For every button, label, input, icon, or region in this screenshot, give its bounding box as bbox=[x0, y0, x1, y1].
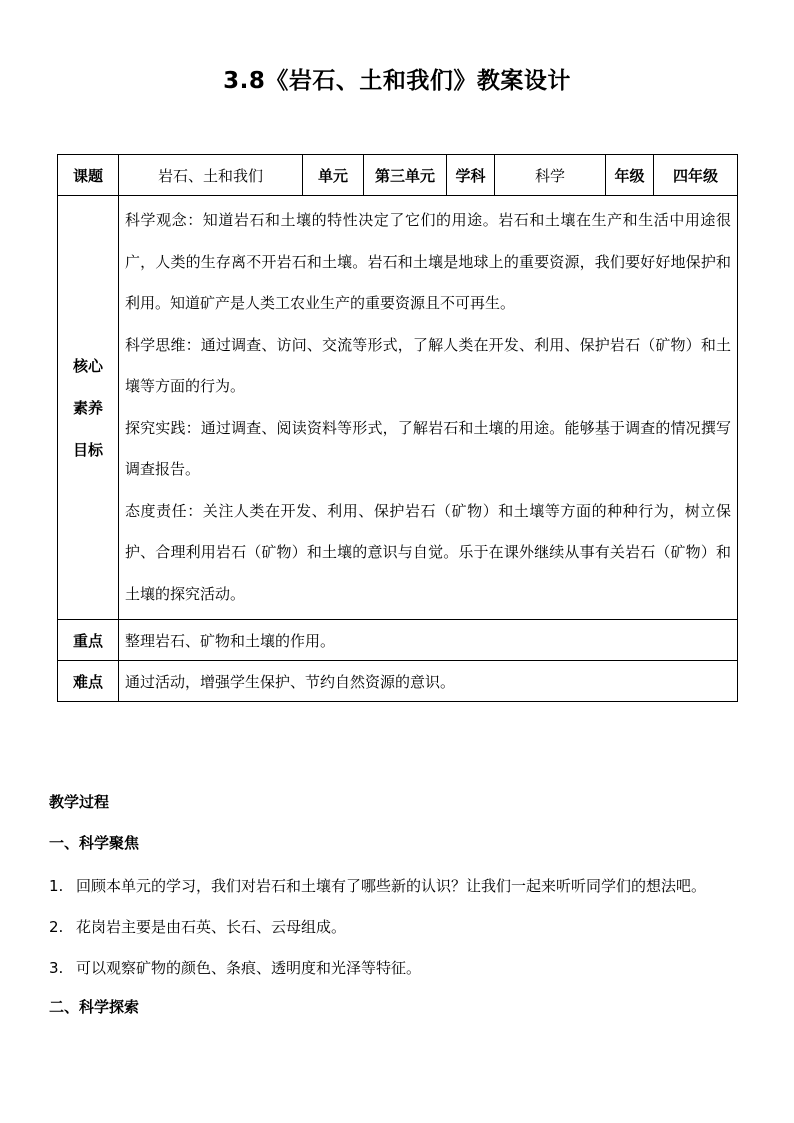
document-title: 3.8《岩石、土和我们》教案设计 bbox=[223, 68, 571, 94]
list-item bbox=[49, 948, 749, 989]
core-label-line: 核心 bbox=[72, 356, 103, 375]
list-item bbox=[49, 866, 749, 907]
core-goals-label bbox=[58, 196, 119, 620]
difficulty-label: 难点 bbox=[58, 661, 119, 702]
list-item-number: 2. bbox=[49, 918, 64, 936]
key-point-value: 整理岩石、矿物和土壤的作用。 bbox=[119, 620, 738, 661]
grade-value: 四年级 bbox=[654, 155, 738, 196]
goal-paragraph-thinking: 科学思维：通过调查、访问、交流等形式，了解人类在开发、利用、保护岩石（矿物）和土壤等方面的行为。 bbox=[125, 335, 731, 395]
grade-label: 年级 bbox=[606, 155, 654, 196]
goal-paragraph-attitude: 态度责任：关注人类在开发、利用、保护岩石（矿物）和土壤等方面的种种行为，树立保护、合理利用岩石（矿物）和土壤的意识与自觉。乐于在课外继续从事有关岩石（矿物）和土壤的探究活动。 bbox=[125, 501, 731, 603]
lesson-info-table bbox=[57, 154, 738, 702]
list-item-text: 可以观察矿物的颜色、条痕、透明度和光泽等特征。 bbox=[76, 959, 422, 977]
goal-paragraph-practice: 探究实践：通过调查、阅读资料等形式，了解岩石和土壤的用途。能够基于调查的情况撰写调查报告。 bbox=[125, 418, 731, 478]
key-point-row bbox=[58, 620, 738, 661]
core-label-line: 目标 bbox=[72, 440, 103, 459]
goal-paragraph-concept: 科学观念：知道岩石和土壤的特性决定了它们的用途。岩石和土壤在生产和生活中用途很广，人类的生存离不开岩石和土壤。岩石和土壤是地球上的重要资源，我们要好好地保护和利用。知道矿产是人类工农业生产的重要资源且不可再生。 bbox=[125, 211, 731, 312]
focus-list bbox=[49, 866, 749, 989]
section-heading-explore: 二、科学探索 bbox=[49, 998, 140, 1016]
section-heading-focus: 一、科学聚焦 bbox=[49, 834, 140, 852]
unit-label: 单元 bbox=[303, 155, 364, 196]
core-goals-row bbox=[58, 196, 738, 620]
difficulty-row bbox=[58, 661, 738, 702]
unit-value: 第三单元 bbox=[364, 155, 447, 196]
core-label-line: 素养 bbox=[72, 398, 103, 417]
key-point-label: 重点 bbox=[58, 620, 119, 661]
process-heading: 教学过程 bbox=[49, 793, 110, 811]
topic-label: 课题 bbox=[58, 155, 119, 196]
list-item-text: 花岗岩主要是由石英、长石、云母组成。 bbox=[76, 918, 347, 936]
teaching-process bbox=[49, 784, 749, 1030]
list-item-text: 回顾本单元的学习，我们对岩石和土壤有了哪些新的认识？让我们一起来听听同学们的想法吧。 bbox=[76, 877, 707, 895]
table-header-row bbox=[58, 155, 738, 196]
topic-value: 岩石、土和我们 bbox=[119, 155, 303, 196]
list-item-number: 1. bbox=[49, 877, 64, 895]
subject-label: 学科 bbox=[447, 155, 495, 196]
difficulty-value: 通过活动，增强学生保护、节约自然资源的意识。 bbox=[119, 661, 738, 702]
subject-value: 科学 bbox=[495, 155, 606, 196]
list-item-number: 3. bbox=[49, 959, 64, 977]
list-item bbox=[49, 907, 749, 948]
core-goals-content bbox=[119, 196, 738, 620]
